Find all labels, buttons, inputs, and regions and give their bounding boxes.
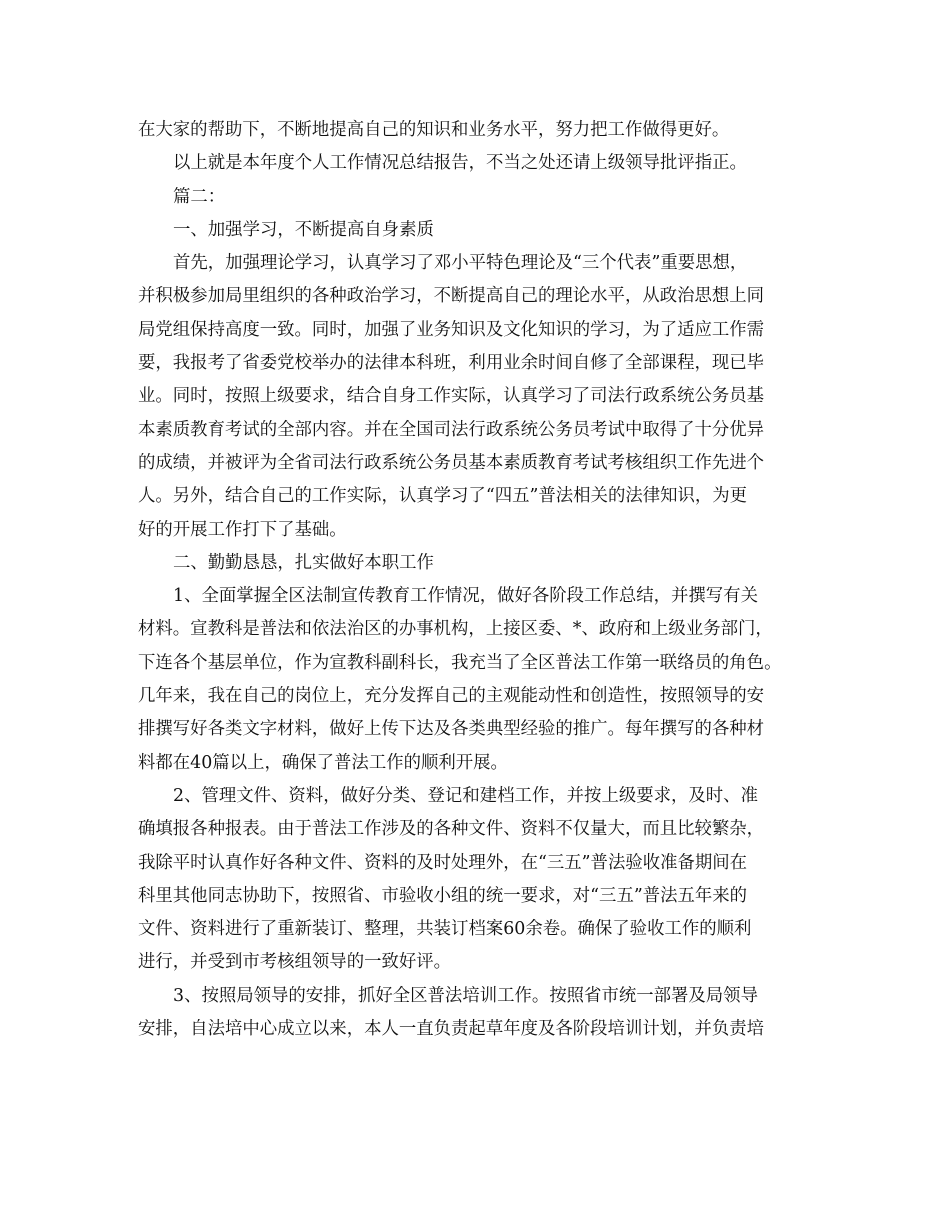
text-line: 确填报各种报表。由于普法工作涉及的各种文件、资料不仅量大，而且比较繁杂， xyxy=(138,819,765,840)
text-line: 以上就是本年度个人工作情况总结报告，不当之处还请上级领导批评指正。 xyxy=(173,153,747,174)
text-line: 2、管理文件、资料，做好分类、登记和建档工作，并按上级要求，及时、准 xyxy=(173,785,758,806)
text-line: 业。同时，按照上级要求，结合自身工作实际，认真学习了司法行政系统公务员基 xyxy=(138,386,765,407)
text-line: 局党组保持高度一致。同时，加强了业务知识及文化知识的学习，为了适应工作需 xyxy=(138,319,765,340)
text-line: 3、按照局领导的安排，抓好全区普法培训工作。按照省市统一部署及局领导 xyxy=(173,985,758,1006)
text-line: 一、加强学习，不断提高自身素质 xyxy=(173,219,434,240)
text-line: 好的开展工作打下了基础。 xyxy=(138,519,347,540)
text-line: 排撰写好各类文字材料，做好上传下达及各类典型经验的推广。每年撰写的各种材 xyxy=(138,719,765,740)
text-line: 几年来，我在自己的岗位上，充分发挥自己的主观能动性和创造性，按照领导的安 xyxy=(138,686,765,707)
text-line: 首先，加强理论学习，认真学习了邓小平特色理论及“三个代表”重要思想， xyxy=(173,253,748,274)
text-line: 文件、资料进行了重新装订、整理，共装订档案60余卷。确保了验收工作的顺利 xyxy=(138,919,752,940)
text-line: 本素质教育考试的全部内容。并在全国司法行政系统公务员考试中取得了十分优异 xyxy=(138,419,765,440)
text-line: 二、勤勤恳恳，扎实做好本职工作 xyxy=(173,552,434,573)
text-line: 进行，并受到市考核组领导的一致好评。 xyxy=(138,952,452,973)
text-line: 材料。宣教科是普法和依法治区的办事机构，上接区委、*、政府和上级业务部门， xyxy=(138,619,773,640)
text-line: 下连各个基层单位，作为宣教科副科长，我充当了全区普法工作第一联络员的角色。 xyxy=(138,652,782,673)
text-line: 要，我报考了省委党校举办的法律本科班，利用业余时间自修了全部课程，现已毕 xyxy=(138,353,765,374)
text-line: 在大家的帮助下，不断地提高自己的知识和业务水平，努力把工作做得更好。 xyxy=(138,120,730,140)
text-line: 科里其他同志协助下，按照省、市验收小组的统一要求，对“三五”普法五年来的 xyxy=(138,885,748,906)
text-line: 并积极参加局里组织的各种政治学习，不断提高自己的理论水平，从政治思想上同 xyxy=(138,286,765,307)
document-body xyxy=(138,114,818,1046)
text-line: 我除平时认真作好各种文件、资料的及时处理外，在“三五”普法验收准备期间在 xyxy=(138,852,748,873)
text-line: 料都在40篇以上，确保了普法工作的顺利开展。 xyxy=(138,752,508,773)
text-line: 人。另外，结合自己的工作实际，认真学习了“四五”普法相关的法律知识，为更 xyxy=(138,486,748,507)
text-line: 安排，自法培中心成立以来，本人一直负责起草年度及各阶段培训计划，并负责培 xyxy=(138,1019,765,1040)
text-line: 1、全面掌握全区法制宣传教育工作情况，做好各阶段工作总结，并撰写有关 xyxy=(173,586,758,607)
text-line: 的成绩，并被评为全省司法行政系统公务员基本素质教育考试考核组织工作先进个 xyxy=(138,452,765,473)
text-line: 篇二： xyxy=(173,186,226,207)
